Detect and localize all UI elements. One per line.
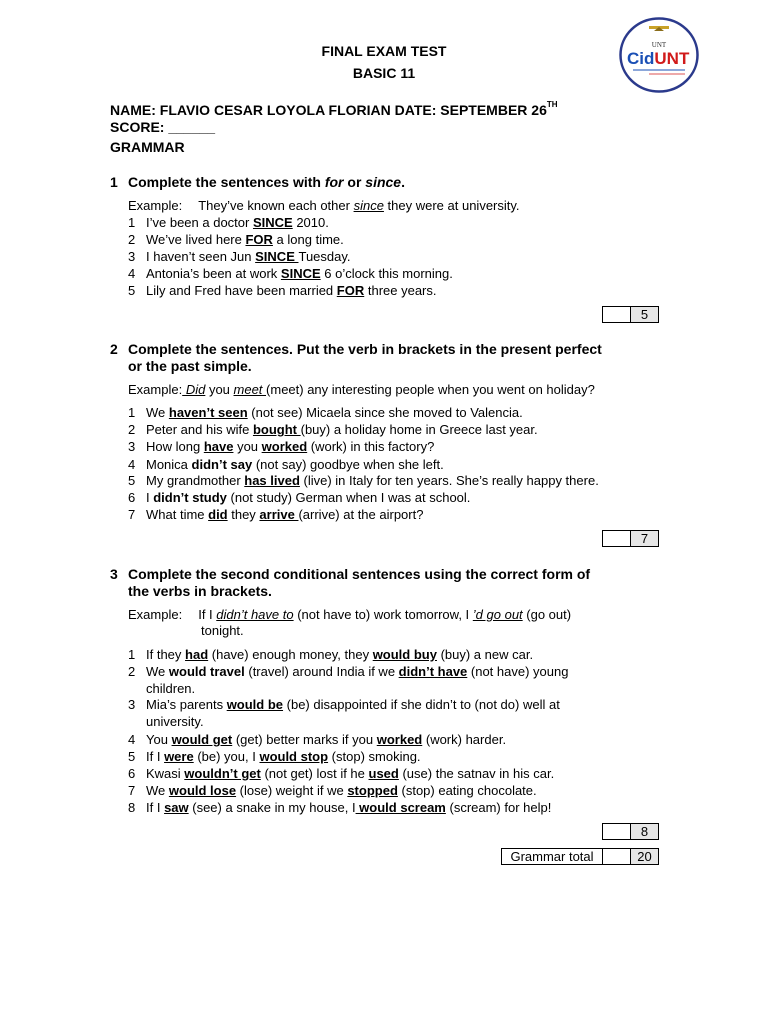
item-number: 7	[128, 783, 136, 798]
svg-text:CidUNT: CidUNT	[627, 49, 690, 68]
list-item: Kwasi wouldn’t get (not get) lost if he used (use) the satnav in his car.	[146, 766, 555, 781]
answer: didn’t have	[398, 664, 468, 679]
answer: SINCE	[255, 249, 299, 264]
answer: SINCE	[252, 215, 293, 230]
answer: would scream	[355, 800, 446, 815]
item-number: 4	[128, 732, 136, 747]
answer: has lived	[244, 473, 300, 488]
list-item-continuation: children.	[146, 681, 196, 696]
item-number: 5	[128, 473, 136, 488]
grammar-heading: GRAMMAR	[110, 139, 185, 155]
list-item: We haven’t seen (not see) Micaela since she moved to Valencia.	[146, 405, 523, 420]
list-item: I haven’t seen Jun SINCE Tuesday.	[146, 249, 351, 264]
answer: haven’t seen	[168, 405, 248, 420]
answer: have	[203, 439, 234, 454]
list-item: Mia’s parents would be (be) disappointed if she didn’t to (not do) well at	[146, 697, 560, 712]
section2-number: 2	[110, 341, 118, 357]
answer: bought	[252, 422, 301, 437]
section3-example: Example: If I didn’t have to (not have to) work tomorrow, I ’d go out (go out)	[128, 607, 572, 622]
grammar-total-box	[501, 848, 659, 865]
cidunt-logo	[619, 17, 699, 93]
answer: did	[208, 507, 228, 522]
list-item: If they had (have) enough money, they would buy (buy) a new car.	[146, 647, 534, 662]
exam-title: FINAL EXAM TEST	[321, 43, 447, 59]
item-number: 1	[128, 215, 136, 230]
answer: would stop	[259, 749, 329, 764]
item-number: 5	[128, 749, 136, 764]
section3-number: 3	[110, 566, 118, 582]
item-number: 6	[128, 766, 136, 781]
section3-title: Complete the second conditional sentences using the correct form of the verbs in brackets.	[128, 566, 591, 599]
item-number: 6	[128, 490, 136, 505]
list-item: We’ve lived here FOR a long time.	[146, 232, 344, 247]
item-number: 4	[128, 266, 136, 281]
section1-number: 1	[110, 174, 118, 190]
answer: FOR	[336, 283, 365, 298]
section1-score: 5	[631, 307, 658, 322]
answer: would get	[171, 732, 233, 747]
exam-subtitle: BASIC 11	[352, 65, 416, 81]
list-item-continuation: university.	[146, 714, 204, 729]
section3-score: 8	[631, 824, 658, 839]
item-number: 3	[128, 249, 136, 264]
answer: worked	[376, 732, 423, 747]
answer: would lose	[168, 783, 237, 798]
list-item: If I saw (see) a snake in my house, I would scream (scream) for help!	[146, 800, 552, 815]
section2-title: Complete the sentences. Put the verb in brackets in the present perfect or the past simple.	[128, 341, 602, 374]
section1-example: Example: They’ve known each other since they were at university.	[128, 198, 520, 213]
section2-score-box	[602, 530, 659, 547]
item-number: 4	[128, 457, 136, 472]
section1-title: Complete the sentences with for or since.	[128, 174, 405, 190]
section3-score-box	[602, 823, 659, 840]
answer: would be	[226, 697, 284, 712]
section2-score: 7	[631, 531, 658, 546]
list-item: How long have you worked (work) in this factory?	[146, 439, 435, 454]
section2-example: Example: Did you meet (meet) any interesting people when you went on holiday?	[128, 382, 595, 397]
list-item: We would lose (lose) weight if we stopped (stop) eating chocolate.	[146, 783, 537, 798]
item-number: 1	[128, 647, 136, 662]
item-number: 2	[128, 422, 136, 437]
item-number: 8	[128, 800, 136, 815]
list-item: My grandmother has lived (live) in Italy for ten years. She’s really happy there.	[146, 473, 599, 488]
answer: saw	[164, 800, 189, 815]
answer: wouldn’t get	[184, 766, 261, 781]
list-item: Antonia’s been at work SINCE 6 o’clock this morning.	[146, 266, 453, 281]
list-item: I didn’t study (not study) German when I was at school.	[146, 490, 471, 505]
item-number: 5	[128, 283, 136, 298]
list-item: You would get (get) better marks if you worked (work) harder.	[146, 732, 507, 747]
item-number: 2	[128, 664, 136, 679]
answer: SINCE	[280, 266, 321, 281]
answer: would buy	[372, 647, 437, 662]
item-number: 3	[128, 697, 136, 712]
score-line: SCORE: ______	[110, 119, 216, 135]
list-item: If I were (be) you, I would stop (stop) smoking.	[146, 749, 421, 764]
answer: stopped	[347, 783, 398, 798]
list-item: Peter and his wife bought (buy) a holiday home in Greece last year.	[146, 422, 538, 437]
svg-text:UNT: UNT	[651, 41, 667, 49]
list-item: We would travel (travel) around India if we didn’t have (not have) young	[146, 664, 569, 679]
answer: were	[164, 749, 194, 764]
answer: had	[185, 647, 209, 662]
section1-score-box	[602, 306, 659, 323]
answer: used	[368, 766, 399, 781]
answer: worked	[261, 439, 308, 454]
item-number: 7	[128, 507, 136, 522]
section3-example-cont: tonight.	[201, 623, 244, 638]
grammar-total-score: 20	[631, 849, 658, 864]
list-item: I’ve been a doctor SINCE 2010.	[146, 215, 329, 230]
grammar-total-label: Grammar total	[502, 849, 603, 864]
list-item: Monica didn’t say (not say) goodbye when she left.	[146, 457, 444, 472]
answer: arrive	[259, 507, 299, 522]
item-number: 2	[128, 232, 136, 247]
list-item: What time did they arrive (arrive) at the airport?	[146, 507, 424, 522]
list-item: Lily and Fred have been married FOR three years.	[146, 283, 437, 298]
student-name-line: NAME: FLAVIO CESAR LOYOLA FLORIAN DATE: SEPTEMBER 26TH	[110, 100, 558, 118]
item-number: 3	[128, 439, 136, 454]
item-number: 1	[128, 405, 136, 420]
answer: FOR	[245, 232, 273, 247]
